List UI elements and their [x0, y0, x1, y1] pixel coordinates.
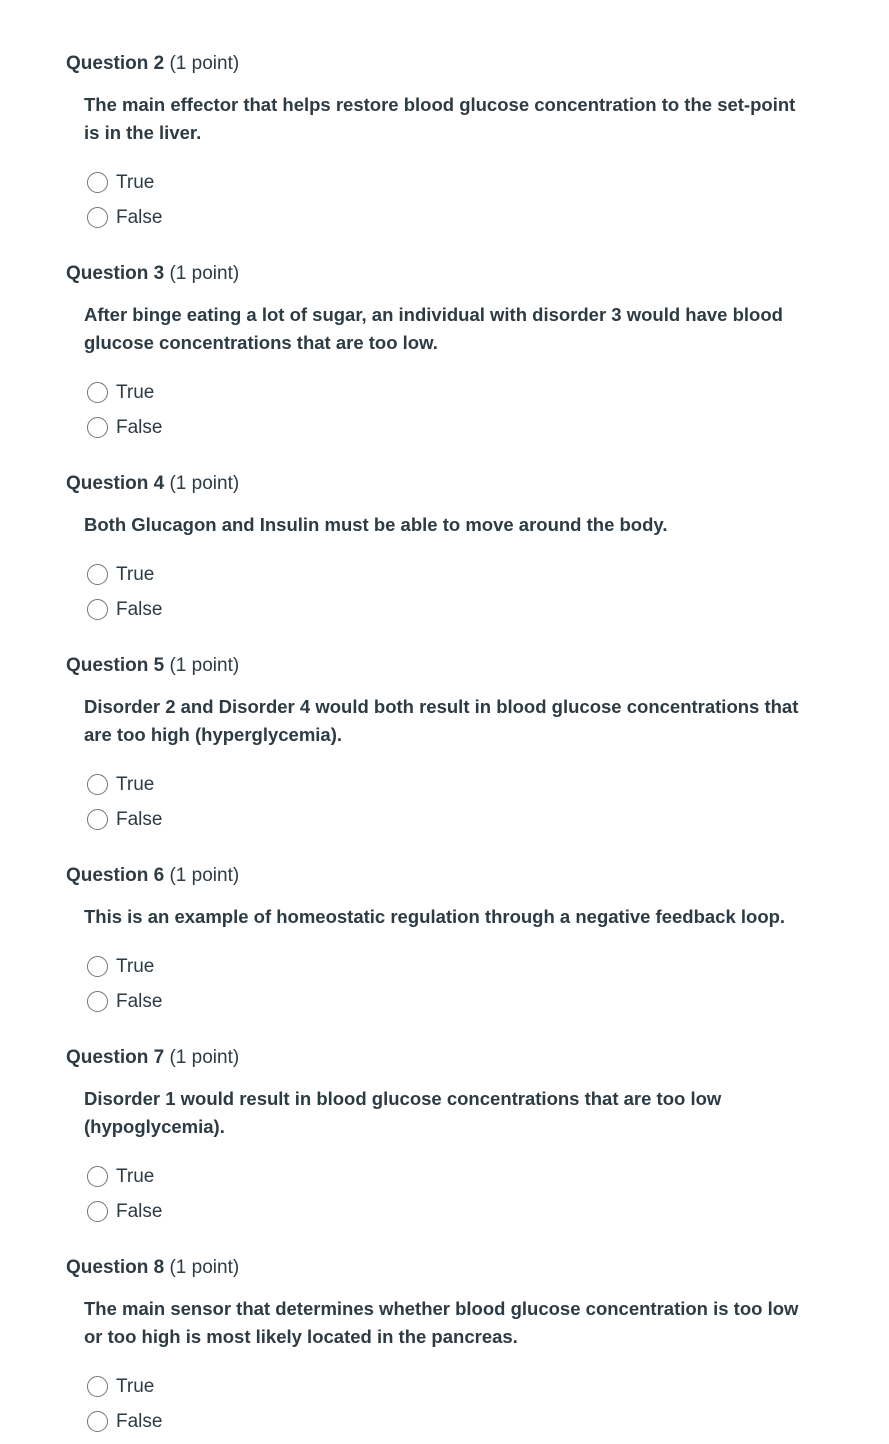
question-header: [66, 1046, 826, 1070]
radio-button[interactable]: [87, 774, 108, 795]
answer-label: False: [116, 206, 163, 228]
radio-button[interactable]: [87, 417, 108, 438]
question-text: The main sensor that determines whether blood glucose concentration is too low or too high is most likely located in the pancreas.: [84, 1298, 799, 1347]
answer-label: False: [116, 808, 163, 830]
question-text: Both Glucagon and Insulin must be able to move around the body.: [84, 514, 668, 535]
question-header: [66, 864, 826, 888]
question-points: (1 point): [169, 1257, 240, 1278]
answer-label: False: [116, 1200, 163, 1222]
answer-label: False: [116, 990, 163, 1012]
answer-option-false[interactable]: [87, 200, 826, 235]
question-header: [66, 1256, 826, 1280]
question-block: [66, 472, 826, 627]
answer-options: [87, 1159, 826, 1229]
answer-options: [87, 375, 826, 445]
question-header: [66, 52, 826, 76]
answer-option-false[interactable]: [87, 984, 826, 1019]
answer-option-true[interactable]: [87, 165, 826, 200]
question-text: This is an example of homeostatic regulation through a negative feedback loop.: [84, 906, 786, 927]
answer-label: True: [116, 1165, 155, 1187]
radio-button[interactable]: [87, 809, 108, 830]
answer-options: [87, 557, 826, 627]
answer-label: True: [116, 1375, 155, 1397]
question-points: (1 point): [169, 263, 240, 284]
radio-button[interactable]: [87, 599, 108, 620]
question-text: After binge eating a lot of sugar, an individual with disorder 3 would have blood glucose concentrations that are too low.: [84, 304, 783, 353]
radio-button[interactable]: [87, 382, 108, 403]
question-text: The main effector that helps restore blood glucose concentration to the set-point is in the liver.: [84, 94, 796, 143]
radio-button[interactable]: [87, 1411, 108, 1432]
question-title: Question 4: [66, 473, 165, 494]
radio-button[interactable]: [87, 1201, 108, 1222]
question-points: (1 point): [169, 1047, 240, 1068]
question-header: [66, 654, 826, 678]
question-title: Question 8: [66, 1257, 165, 1278]
question-header: [66, 262, 826, 286]
question-points: (1 point): [169, 865, 240, 886]
radio-button[interactable]: [87, 1166, 108, 1187]
answer-label: False: [116, 416, 163, 438]
question-title: Question 3: [66, 263, 165, 284]
answer-option-false[interactable]: [87, 1404, 826, 1439]
question-title: Question 7: [66, 1047, 165, 1068]
question-block: [66, 52, 826, 235]
question-block: [66, 654, 826, 837]
answer-option-true[interactable]: [87, 375, 826, 410]
radio-button[interactable]: [87, 564, 108, 585]
question-text: Disorder 2 and Disorder 4 would both result in blood glucose concentrations that are too high (hyperglycemia).: [84, 696, 799, 745]
question-points: (1 point): [169, 655, 240, 676]
answer-label: False: [116, 598, 163, 620]
answer-option-false[interactable]: [87, 410, 826, 445]
answer-options: [87, 767, 826, 837]
radio-button[interactable]: [87, 991, 108, 1012]
question-title: Question 6: [66, 865, 165, 886]
question-title: Question 5: [66, 655, 165, 676]
answer-option-false[interactable]: [87, 1194, 826, 1229]
answer-option-true[interactable]: [87, 767, 826, 802]
answer-options: [87, 949, 826, 1019]
answer-label: True: [116, 955, 155, 977]
answer-label: False: [116, 1410, 163, 1432]
question-block: [66, 1256, 826, 1439]
question-header: [66, 472, 826, 496]
answer-label: True: [116, 381, 155, 403]
radio-button[interactable]: [87, 956, 108, 977]
question-block: [66, 1046, 826, 1229]
answer-label: True: [116, 773, 155, 795]
answer-option-true[interactable]: [87, 949, 826, 984]
answer-option-true[interactable]: [87, 1159, 826, 1194]
answer-option-true[interactable]: [87, 1369, 826, 1404]
answer-option-false[interactable]: [87, 802, 826, 837]
question-points: (1 point): [169, 473, 240, 494]
question-points: (1 point): [169, 53, 240, 74]
answer-label: True: [116, 563, 155, 585]
question-block: [66, 262, 826, 445]
question-title: Question 2: [66, 53, 165, 74]
radio-button[interactable]: [87, 172, 108, 193]
answer-label: True: [116, 171, 155, 193]
answer-option-false[interactable]: [87, 592, 826, 627]
answer-option-true[interactable]: [87, 557, 826, 592]
radio-button[interactable]: [87, 207, 108, 228]
radio-button[interactable]: [87, 1376, 108, 1397]
answer-options: [87, 165, 826, 235]
answer-options: [87, 1369, 826, 1439]
question-text: Disorder 1 would result in blood glucose concentrations that are too low (hypoglycemia).: [84, 1088, 722, 1137]
question-block: [66, 864, 826, 1019]
